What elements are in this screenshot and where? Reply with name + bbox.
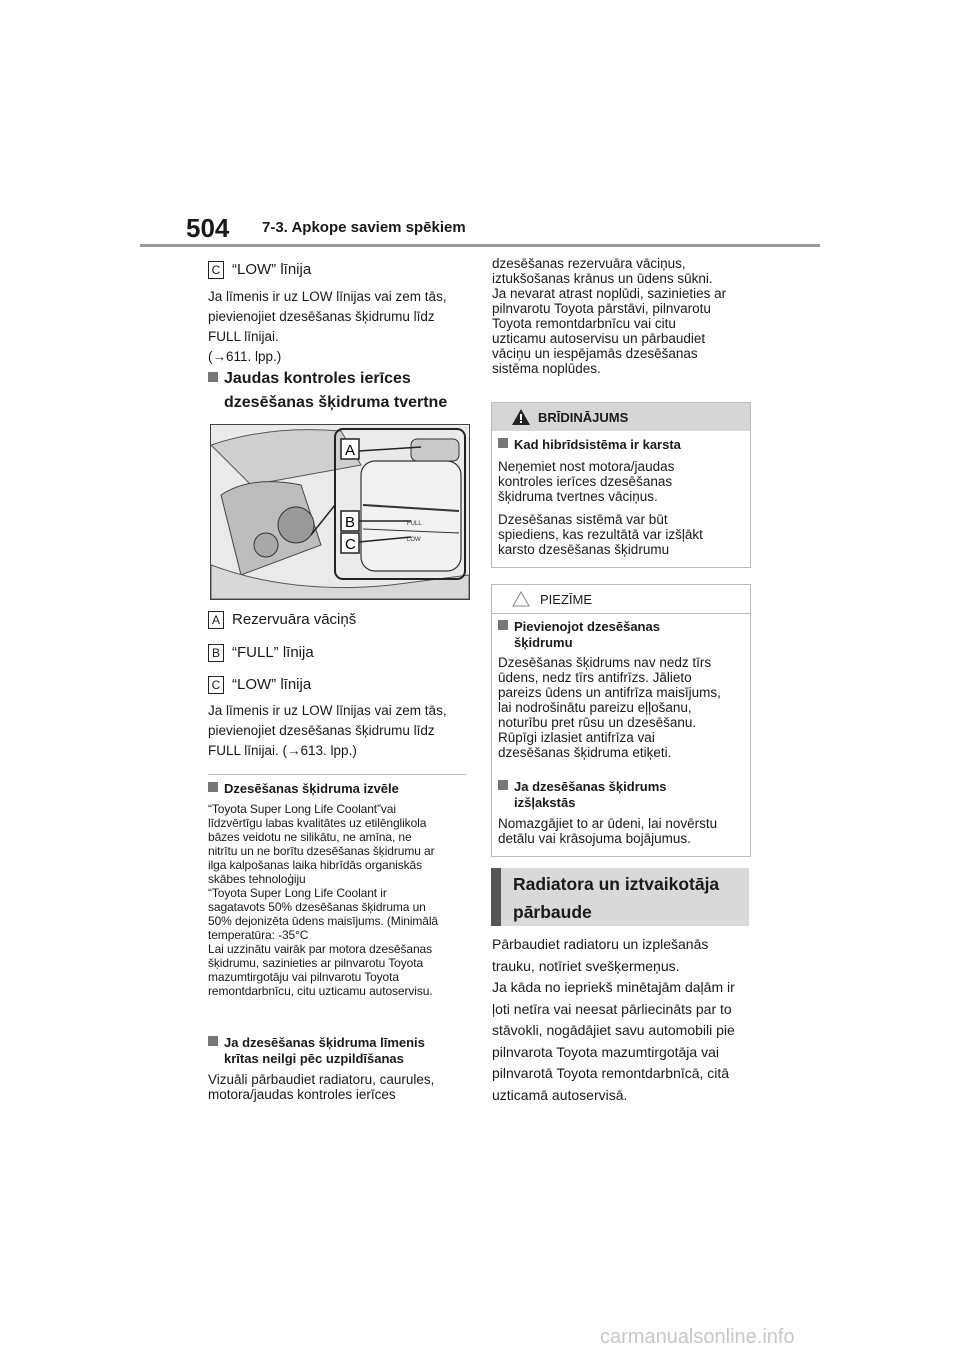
text-line: pilnvarotu Toyota pārstāvi, pilnvarotu xyxy=(492,301,711,316)
note-title: PIEZĪME xyxy=(540,592,593,607)
text-line: Pārbaudiet radiatoru un izplešanās xyxy=(492,936,709,952)
text-line: kontroles ierīces dzesēšanas xyxy=(498,474,673,489)
text-line: Nomazgājiet to ar ūdeni, lai novērstu xyxy=(498,816,718,831)
warning-paragraph-1 xyxy=(498,459,674,504)
bullet-square-icon xyxy=(498,438,508,448)
figure-label-a: A xyxy=(345,442,356,459)
text-line: ļoti netīra vai neesat pārliecināts par to xyxy=(492,1000,732,1017)
text-line: šķidruma tvertnes vāciņus. xyxy=(498,489,658,504)
heading-line: Radiatora un iztvaikotāja xyxy=(513,874,720,894)
page-number: 504 xyxy=(186,213,230,243)
item-full-line xyxy=(208,643,470,663)
text-line: FULL līnijai. xyxy=(208,329,279,344)
label-c-badge: C xyxy=(208,676,224,694)
coolant-tank-photo xyxy=(210,424,470,600)
item-low-line xyxy=(208,675,470,695)
text-line: sagatavots 50% dzesēšanas šķidruma un xyxy=(208,900,426,914)
item-low-line-top xyxy=(208,260,470,280)
text-line: noturību pret rūsu un dzesēšanu. xyxy=(498,715,697,730)
warning-box xyxy=(491,402,751,568)
note-paragraph-1 xyxy=(498,655,721,760)
item-text: “FULL” līnija xyxy=(232,644,314,661)
heading-line: šķidrumu xyxy=(514,635,573,650)
heading-line: Jaudas kontroles ierīces xyxy=(224,370,411,387)
bullet-square-icon xyxy=(208,372,218,382)
text-line: Rūpīgi izlasiet antifrīza vai xyxy=(498,730,655,745)
text-line: remontdarbnīcu, citu uzticamu autoservisu. xyxy=(208,984,433,998)
caution-triangle-icon xyxy=(512,591,530,607)
text-line: līdzvērtīgu labas kvalitātes uz etilēnglikola xyxy=(208,816,427,830)
warning-title: BRĪDINĀJUMS xyxy=(538,410,629,425)
text-line: “Toyota Super Long Life Coolant”vai xyxy=(208,802,396,816)
text-line: pievienojiet dzesēšanas šķidrumu līdz xyxy=(208,309,435,324)
text-line: uzticamā autoservisā. xyxy=(492,1086,628,1103)
level-drop-text xyxy=(208,1072,470,1102)
text-line: stāvokli, nogādājiet savu automobili pie xyxy=(492,1022,735,1038)
text-line: pilnvarota Toyota mazumtirgotāja vai xyxy=(492,1043,719,1060)
text-line: pievienojiet dzesēšanas šķidrumu līdz xyxy=(208,723,435,738)
text-line: pareizs ūdens un antifrīza maisījums, xyxy=(498,685,721,700)
text-line: nitrītu un ne borītu dzesēšanas šķidrumu ar xyxy=(208,844,435,858)
text-line: ilga kalpošanas laika hibrīdās organiskās xyxy=(208,858,423,872)
label-a-badge: A xyxy=(208,611,224,629)
low-mark: LOW xyxy=(407,537,421,543)
text-line: dzesēšanas rezervuāra vāciņus, xyxy=(492,256,686,271)
bullet-square-icon xyxy=(208,1036,218,1046)
text-line: 50% dejonizēta ūdens maisījums. (Minimālā xyxy=(208,914,439,928)
section-divider xyxy=(208,774,466,775)
heading-line: Ja dzesēšanas šķidrums xyxy=(514,779,667,794)
text-line: sistēma noplūdes. xyxy=(492,361,601,376)
text-line: temperatūra: -35°C xyxy=(208,928,309,942)
tank-heading xyxy=(208,368,470,414)
level-drop-heading xyxy=(208,1035,470,1067)
low-level-paragraph xyxy=(208,287,470,367)
text-line: vāciņu un iespējamās dzesēšanas xyxy=(492,346,698,361)
heading-line: Pievienojot dzesēšanas xyxy=(514,619,660,634)
bullet-square-icon xyxy=(498,780,508,790)
label-b-badge: B xyxy=(208,644,224,662)
text-line: trauku, notīriet svešķermeņus. xyxy=(492,957,680,974)
coolant-choice-heading xyxy=(208,781,470,797)
coolant-choice-text xyxy=(208,802,470,998)
text-line: motora/jaudas kontroles ierīces xyxy=(208,1087,396,1102)
continued-paragraph xyxy=(492,256,752,376)
figure-label-b: B xyxy=(345,514,356,531)
full-mark: FULL xyxy=(407,521,422,527)
text-line: Toyota remontdarbnīcu vai citu xyxy=(492,316,676,331)
warning-subheading xyxy=(498,437,681,453)
warning-triangle-icon xyxy=(512,409,530,425)
text-line: detālu vai krāsojuma bojājumus. xyxy=(498,831,691,846)
note-box xyxy=(491,584,751,857)
text-line: Ja nevarat atrast noplūdi, sazinieties ar xyxy=(492,286,727,301)
item-text: Rezervuāra vāciņš xyxy=(232,611,357,628)
text-line: Dzesēšanas sistēmā var būt xyxy=(498,512,668,527)
heading-line: izšļakstās xyxy=(514,795,576,810)
text-line: “Toyota Super Long Life Coolant ir xyxy=(208,886,387,900)
text-line: spiediens, kas rezultātā var izšļākt xyxy=(498,527,703,542)
text-line: lai nodrošinātu pareizu eļļošanu, xyxy=(498,700,692,715)
figure-label-c: C xyxy=(345,536,356,553)
text-line: pilnvarotā Toyota remontdarbnīcā, citā xyxy=(492,1065,730,1081)
text-line: Ja līmenis ir uz LOW līnijas vai zem tās, xyxy=(208,703,447,718)
radiator-section-heading xyxy=(491,868,749,926)
heading-line: krītas neilgi pēc uzpildīšanas xyxy=(224,1051,404,1066)
text-line: dzesēšanas šķidruma etiķeti. xyxy=(498,745,672,760)
text-line: šķidrumu, sazinieties ar pilnvarotu Toyota xyxy=(208,956,424,970)
text-line: skābes tehnoloģiju xyxy=(208,872,306,886)
note-subheading-1 xyxy=(498,619,660,651)
text-line: Vizuāli pārbaudiet radiatoru, caurules, xyxy=(208,1072,435,1087)
item-text: “LOW” līnija xyxy=(232,261,312,278)
watermark: carmanualsonline.info xyxy=(600,1326,795,1348)
header-divider xyxy=(140,244,820,247)
text-line: Neņemiet nost motora/jaudas xyxy=(498,459,675,474)
text-line: mazumtirgotāju vai pilnvarotu Toyota xyxy=(208,970,399,984)
bullet-square-icon xyxy=(208,782,218,792)
text-line: bāzes veidotu ne silikātu, ne amīna, ne xyxy=(208,830,412,844)
heading-line: pārbaude xyxy=(513,902,592,922)
warning-paragraph-2 xyxy=(498,512,703,557)
bullet-square-icon xyxy=(498,620,508,630)
page-reference-link[interactable]: FULL līnijai. (→613. lpp.) xyxy=(208,743,357,758)
note-subheading-2 xyxy=(498,779,666,811)
text-line: Ja kāda no iepriekš minētajām daļām ir xyxy=(492,979,735,995)
text-line: uzticamu autoservisu un pārbaudiet xyxy=(492,331,706,346)
radiator-paragraph xyxy=(492,934,762,1106)
label-c-badge: C xyxy=(208,261,224,279)
heading-text: Kad hibrīdsistēma ir karsta xyxy=(514,437,681,452)
note-paragraph-2 xyxy=(498,816,717,846)
heading-line: Ja dzesēšanas šķidruma līmenis xyxy=(224,1035,425,1050)
page-reference-link[interactable]: (→611. lpp.) xyxy=(208,349,282,364)
warning-header xyxy=(492,403,750,431)
text-line: ūdens, nedz tīrs antifrīzs. Jālieto xyxy=(498,670,692,685)
item-reservoir-cap xyxy=(208,610,470,630)
item-text: “LOW” līnija xyxy=(232,676,312,693)
section-title: 7-3. Apkope saviem spēkiem xyxy=(262,219,466,236)
heading-line: dzesēšanas šķidruma tvertne xyxy=(224,394,448,411)
heading-text: Dzesēšanas šķidruma izvēle xyxy=(224,781,399,796)
low-level-paragraph-2 xyxy=(208,701,470,761)
text-line: iztukšošanas krānus un ūdens sūkni. xyxy=(492,271,713,286)
text-line: karsto dzesēšanas šķidrumu xyxy=(498,542,670,557)
text-line: Dzesēšanas šķidrums nav nedz tīrs xyxy=(498,655,712,670)
text-line: Lai uzzinātu vairāk par motora dzesēšanas xyxy=(208,942,433,956)
text-line: Ja līmenis ir uz LOW līnijas vai zem tās, xyxy=(208,289,447,304)
note-header xyxy=(492,585,750,614)
